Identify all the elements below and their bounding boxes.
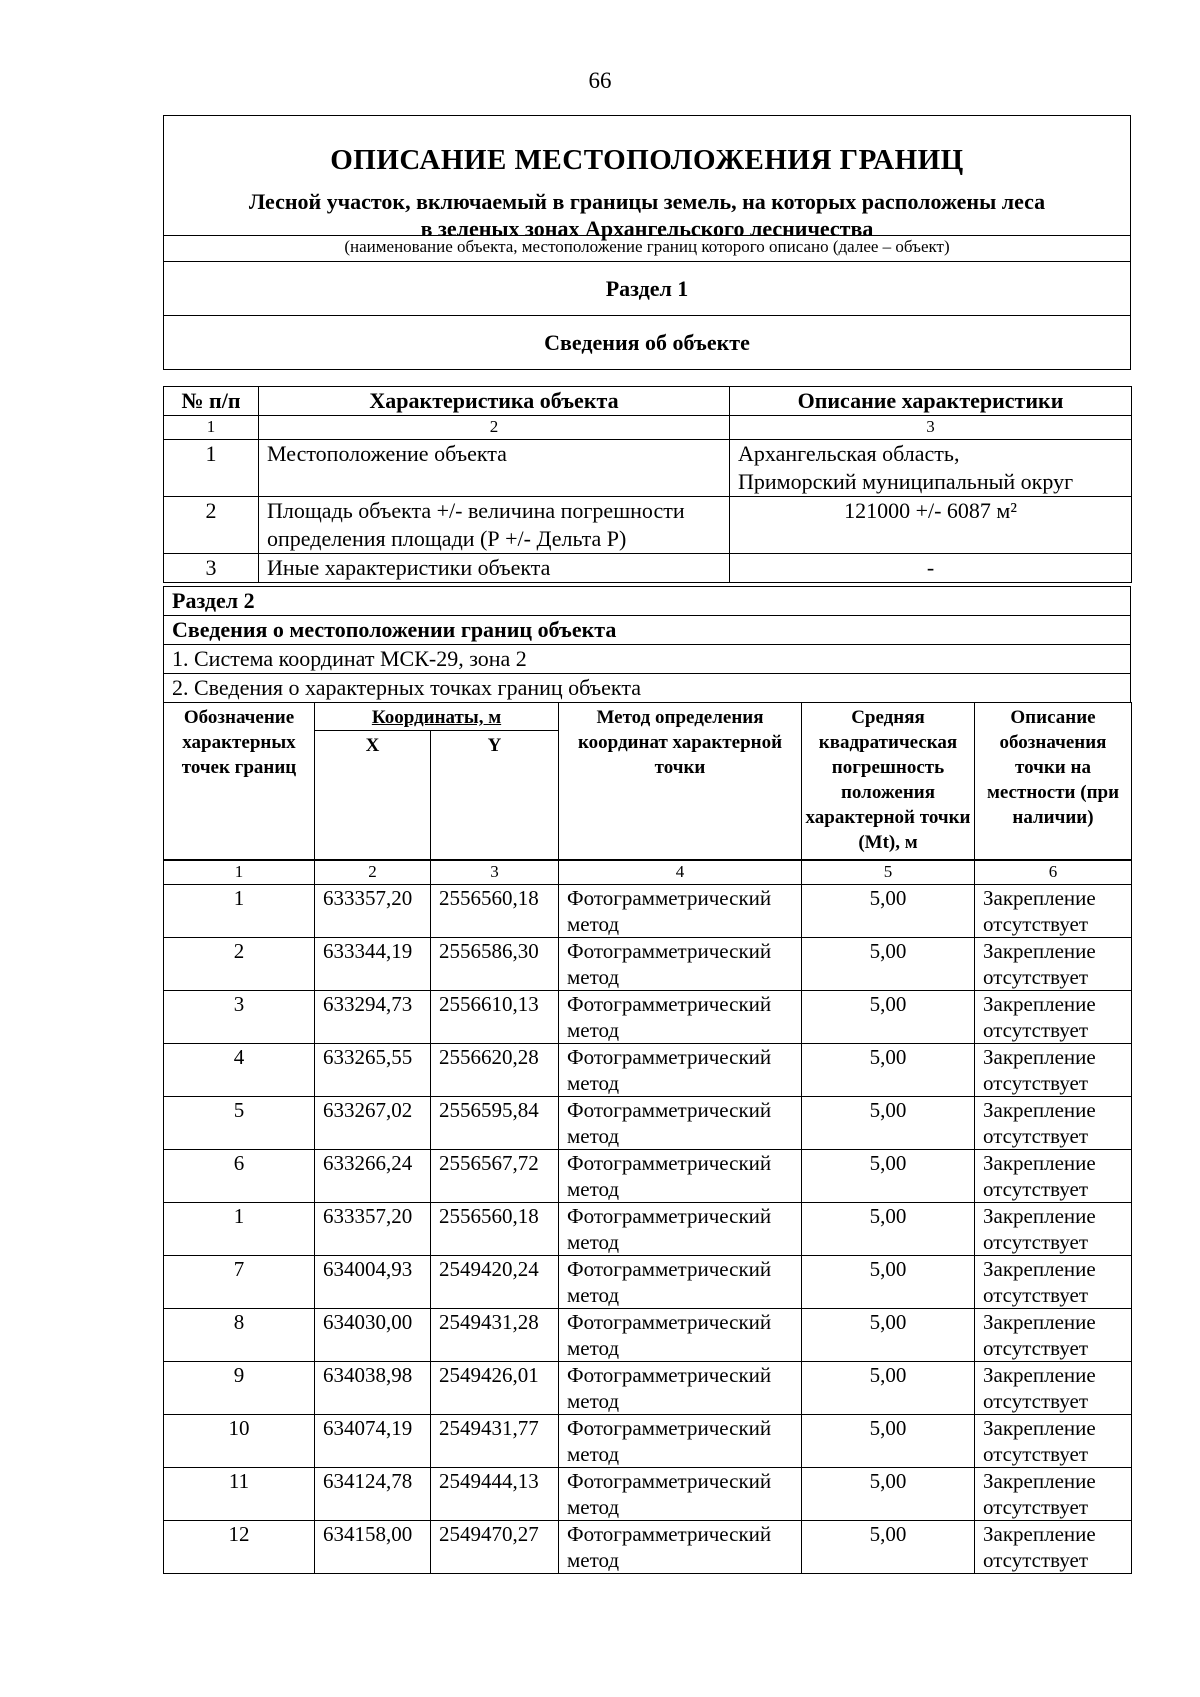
row-number: 2 [164,497,259,554]
point-description: Закрепление отсутствует [975,991,1132,1044]
header-coordinates: Координаты, м [315,703,559,731]
point-description: Закрепление отсутствует [975,1150,1132,1203]
column-number: 2 [259,416,730,440]
column-number: 3 [730,416,1132,440]
point-id: 8 [164,1309,315,1362]
column-number: 4 [559,861,802,885]
section-2-title: Раздел 2 [164,587,1131,616]
header-description: Описание обозначения точки на местности (при наличии) [975,703,1132,860]
method: Фотограмметрический метод [559,1415,802,1468]
point-id: 4 [164,1044,315,1097]
point-description: Закрепление отсутствует [975,1256,1132,1309]
method: Фотограмметрический метод [559,938,802,991]
method: Фотограмметрический метод [559,1309,802,1362]
coord-y: 2556610,13 [431,991,559,1044]
method: Фотограмметрический метод [559,1150,802,1203]
column-header: Описание характеристики [730,387,1132,416]
coord-y: 2549470,27 [431,1521,559,1574]
coord-x: 634004,93 [315,1256,431,1309]
coord-x: 633265,55 [315,1044,431,1097]
point-description: Закрепление отсутствует [975,1362,1132,1415]
method: Фотограмметрический метод [559,1203,802,1256]
table-row [164,440,1132,497]
coord-x: 633344,19 [315,938,431,991]
point-description: Закрепление отсутствует [975,1415,1132,1468]
object-name [164,180,1130,241]
method: Фотограмметрический метод [559,991,802,1044]
coord-x: 634074,19 [315,1415,431,1468]
header-point: Обозначение характерных точек границ [164,703,315,860]
mean-error: 5,00 [802,938,975,991]
coord-y: 2556586,30 [431,938,559,991]
point-id: 10 [164,1415,315,1468]
characteristic-description: 121000 +/- 6087 м² [730,497,1132,554]
column-header: Характеристика объекта [259,387,730,416]
point-description: Закрепление отсутствует [975,1521,1132,1574]
point-id: 11 [164,1468,315,1521]
column-number: 6 [975,861,1132,885]
table-header-row [164,387,1132,416]
mean-error: 5,00 [802,1150,975,1203]
point-description: Закрепление отсутствует [975,1309,1132,1362]
row-number: 1 [164,440,259,497]
characteristic: Площадь объекта +/- величина погрешности определения площади (Р +/- Дельта Р) [259,497,730,554]
point-description: Закрепление отсутствует [975,1097,1132,1150]
table-row [164,554,1132,583]
header-error: Средняя квадратическая погрешность положения характерной точки (Mt), м [802,703,975,860]
coord-y: 2549426,01 [431,1362,559,1415]
document-header [163,115,1131,370]
table-row [164,1097,1132,1150]
method: Фотограмметрический метод [559,1468,802,1521]
object-caption: (наименование объекта, местоположение границ которого описано (далее – объект) [164,236,1130,262]
header-y: Y [431,731,559,860]
characteristic: Местоположение объекта [259,440,730,497]
points-table-header [163,702,1132,860]
coord-x: 633267,02 [315,1097,431,1150]
table-row [164,1203,1132,1256]
table-row [164,1362,1132,1415]
coord-x: 634124,78 [315,1468,431,1521]
characteristic-description: - [730,554,1132,583]
object-name-line-1: Лесной участок, включаемый в границы земель, на которых расположены леса [248,189,1046,214]
point-id: 12 [164,1521,315,1574]
column-number: 1 [164,861,315,885]
characteristic-description: Архангельская область, Приморский муниципальный округ [730,440,1132,497]
mean-error: 5,00 [802,1415,975,1468]
document-title: ОПИСАНИЕ МЕСТОПОЛОЖЕНИЯ ГРАНИЦ [330,144,964,176]
row-number: 3 [164,554,259,583]
mean-error: 5,00 [802,1097,975,1150]
column-header: № п/п [164,387,259,416]
point-id: 1 [164,885,315,938]
mean-error: 5,00 [802,991,975,1044]
point-description: Закрепление отсутствует [975,1203,1132,1256]
coord-y: 2556567,72 [431,1150,559,1203]
point-id: 5 [164,1097,315,1150]
coord-y: 2549420,24 [431,1256,559,1309]
coord-x: 634038,98 [315,1362,431,1415]
header-x: X [315,731,431,860]
method: Фотограмметрический метод [559,1256,802,1309]
table-row [164,1521,1132,1574]
method: Фотограмметрический метод [559,1362,802,1415]
mean-error: 5,00 [802,1521,975,1574]
points-table [163,860,1132,1574]
column-number: 3 [431,861,559,885]
point-id: 2 [164,938,315,991]
table-row [164,497,1132,554]
table-row [164,1309,1132,1362]
coord-x: 633266,24 [315,1150,431,1203]
coord-y: 2549431,77 [431,1415,559,1468]
coord-x: 633357,20 [315,1203,431,1256]
column-number-row [164,861,1132,885]
section-2-info [163,586,1131,703]
object-info-table [163,386,1132,583]
coord-y: 2556595,84 [431,1097,559,1150]
method: Фотограмметрический метод [559,885,802,938]
characteristic: Иные характеристики объекта [259,554,730,583]
column-number: 1 [164,416,259,440]
coord-x: 633357,20 [315,885,431,938]
coord-y: 2556620,28 [431,1044,559,1097]
coord-y: 2549431,28 [431,1309,559,1362]
coord-x: 633294,73 [315,991,431,1044]
point-id: 6 [164,1150,315,1203]
mean-error: 5,00 [802,1044,975,1097]
page-number: 66 [588,68,612,93]
table-row [164,1468,1132,1521]
table-row [164,1044,1132,1097]
method: Фотограмметрический метод [559,1044,802,1097]
coord-x: 634030,00 [315,1309,431,1362]
point-id: 1 [164,1203,315,1256]
coord-y: 2556560,18 [431,1203,559,1256]
table-row [164,885,1132,938]
method: Фотограмметрический метод [559,1097,802,1150]
mean-error: 5,00 [802,1203,975,1256]
mean-error: 5,00 [802,885,975,938]
point-id: 7 [164,1256,315,1309]
column-number: 5 [802,861,975,885]
section-1-subtitle: Сведения об объекте [164,316,1130,370]
table-row [164,1256,1132,1309]
point-id: 9 [164,1362,315,1415]
section-1-title: Раздел 1 [164,262,1130,316]
table-row [164,938,1132,991]
point-description: Закрепление отсутствует [975,938,1132,991]
method: Фотограмметрический метод [559,1521,802,1574]
column-number-row [164,416,1132,440]
mean-error: 5,00 [802,1362,975,1415]
mean-error: 5,00 [802,1309,975,1362]
column-number: 2 [315,861,431,885]
table-row [164,991,1132,1044]
coord-y: 2556560,18 [431,885,559,938]
point-id: 3 [164,991,315,1044]
coord-x: 634158,00 [315,1521,431,1574]
points-title: 2. Сведения о характерных точках границ объекта [164,674,1131,703]
point-description: Закрепление отсутствует [975,885,1132,938]
point-description: Закрепление отсутствует [975,1468,1132,1521]
point-description: Закрепление отсутствует [975,1044,1132,1097]
coordinate-system: 1. Система координат МСК-29, зона 2 [164,645,1131,674]
mean-error: 5,00 [802,1256,975,1309]
section-2-subtitle: Сведения о местоположении границ объекта [164,616,1131,645]
table-row [164,1150,1132,1203]
coord-y: 2549444,13 [431,1468,559,1521]
table-row [164,1415,1132,1468]
object-name-line-2: в зеленых зонах Архангельского лесничества [420,216,874,241]
mean-error: 5,00 [802,1468,975,1521]
header-method: Метод определения координат характерной точки [559,703,802,860]
